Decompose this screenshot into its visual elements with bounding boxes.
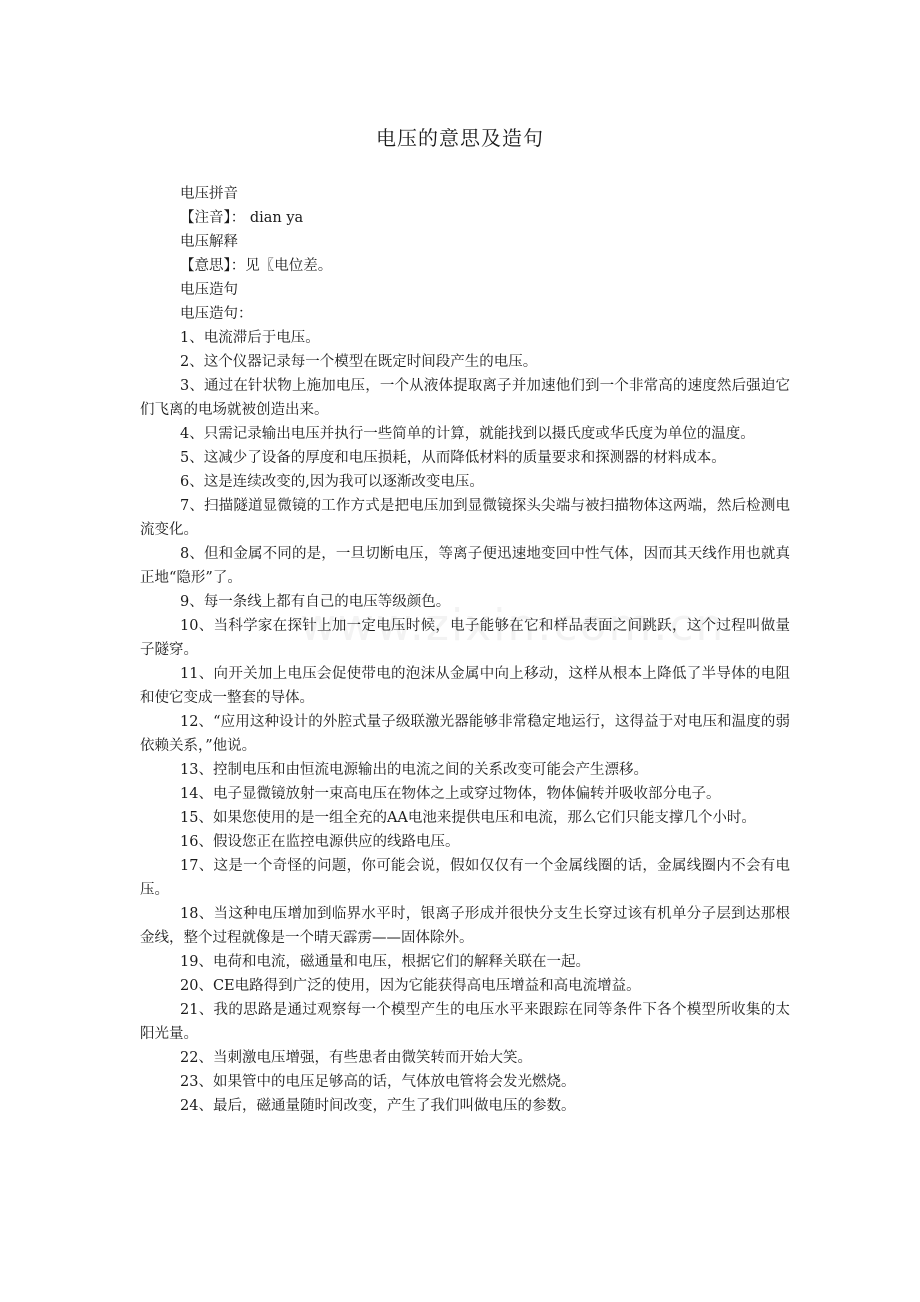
sentence-item: 10、当科学家在探针上加一定电压时候，电子能够在它和样品表面之间跳跃，这个过程叫做量子隧穿。 — [140, 618, 790, 658]
sentence-item: 20、CE电路得到广泛的使用，因为它能获得高电压增益和高电流增益。 — [180, 978, 641, 994]
sentence-item: 23、如果管中的电压足够高的话，气体放电管将会发光燃烧。 — [180, 1074, 576, 1090]
sentence-item: 21、我的思路是通过观察每一个模型产生的电压水平来跟踪在同等条件下各个模型所收集的太阳光量。 — [140, 1002, 790, 1042]
sentence-item: 19、电荷和电流，磁通量和电压，根据它们的解释关联在一起。 — [180, 954, 590, 970]
sentence-item: 3、通过在针状物上施加电压，一个从液体提取离子并加速他们到一个非常高的速度然后强迫它们飞离的电场就被创造出来。 — [140, 378, 790, 418]
sentence-item: 18、当这种电压增加到临界水平时，银离子形成并很快分支生长穿过该有机单分子层到达那根金线，整个过程就像是一个晴天霹雳——固体除外。 — [140, 906, 790, 946]
sentence-item: 11、向开关加上电压会促使带电的泡沫从金属中向上移动，这样从根本上降低了半导体的电阻和使它变成一整套的导体。 — [140, 666, 790, 706]
sentence-item: 5、这减少了设备的厚度和电压损耗，从而降低材料的质量要求和探测器的材料成本。 — [180, 450, 726, 466]
meaning-heading: 电压解释 — [180, 234, 238, 250]
sentence-item: 9、每一条线上都有自己的电压等级颜色。 — [180, 594, 451, 610]
sentence-item: 22、当刺激电压增强，有些患者由微笑转而开始大笑。 — [180, 1050, 532, 1066]
sentence-item: 8、但和金属不同的是，一旦切断电压，等离子便迅速地变回中性气体，因而其天线作用也就真正地“隐形”了。 — [140, 546, 790, 586]
pinyin-line: 【注音】： dian ya — [180, 210, 304, 226]
sentence-item: 15、如果您使用的是一组全充的AA电池来提供电压和电流，那么它们只能支撑几个小时。 — [180, 810, 756, 826]
pinyin-heading: 电压拼音 — [180, 186, 238, 202]
sentence-item: 4、只需记录输出电压并执行一些简单的计算，就能找到以摄氏度或华氏度为单位的温度。 — [180, 426, 755, 442]
sentence-item: 17、这是一个奇怪的问题，你可能会说，假如仅仅有一个金属线圈的话，金属线圈内不会有电压。 — [140, 858, 790, 898]
sentence-item: 24、最后，磁通量随时间改变，产生了我们叫做电压的参数。 — [180, 1098, 576, 1114]
sentence-heading: 电压造句 — [180, 282, 238, 298]
sentence-item: 6、这是连续改变的,因为我可以逐渐改变电压。 — [180, 474, 484, 490]
sentence-item: 12、“应用这种设计的外腔式量子级联激光器能够非常稳定地运行，这得益于对电压和温度的弱依赖关系，”他说。 — [140, 714, 790, 754]
sentence-item: 1、电流滞后于电压。 — [180, 330, 320, 346]
sentence-item: 7、扫描隧道显微镜的工作方式是把电压加到显微镜探头尖端与被扫描物体这两端，然后检测电流变化。 — [140, 498, 790, 538]
sentence-item: 2、这个仪器记录每一个模型在既定时间段产生的电压。 — [180, 354, 538, 370]
sentence-item: 14、电子显微镜放射一束高电压在物体之上或穿过物体，物体偏转并吸收部分电子。 — [180, 786, 721, 802]
meaning-line: 【意思】：见〖电位差。 — [180, 258, 333, 274]
sentence-item: 13、控制电压和由恒流电源输出的电流之间的关系改变可能会产生漂移。 — [180, 762, 648, 778]
document-title: 电压的意思及造句 — [376, 126, 544, 150]
document-body — [140, 182, 790, 1118]
sentence-item: 16、假设您正在监控电源供应的线路电压。 — [180, 834, 460, 850]
sentence-intro: 电压造句： — [180, 306, 253, 322]
